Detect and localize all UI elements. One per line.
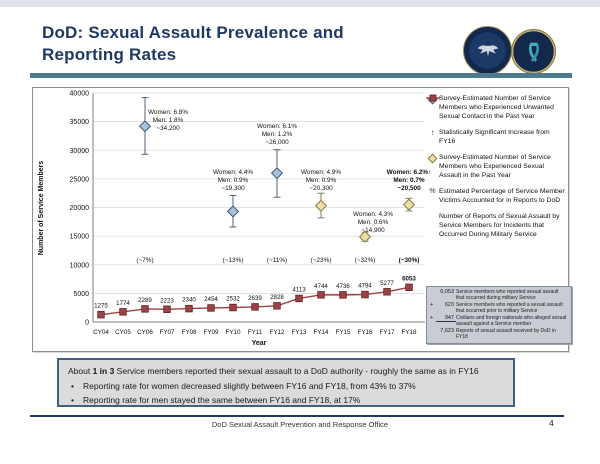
svg-text:FY18: FY18	[401, 329, 417, 336]
svg-text:20000: 20000	[69, 205, 89, 212]
prevalence-chart-frame	[32, 87, 569, 352]
reports-breakdown-box	[426, 286, 572, 344]
percent-icon: %	[429, 188, 436, 195]
finding-bullet: • Reporting rate for women decreased slightly between FY16 and FY18, from 43% to 37%	[68, 379, 504, 394]
page-title-line1: DoD: Sexual Assault Prevalence and	[42, 23, 344, 42]
svg-text:FY09: FY09	[203, 329, 219, 336]
svg-text:2639: 2639	[248, 294, 262, 302]
footer-divider	[30, 415, 564, 417]
up-arrow-icon: ↑	[430, 128, 435, 137]
breakdown-row: 7,623 Reports of sexual assault received by DoD in FY18	[440, 328, 556, 340]
svg-text:1774: 1774	[116, 299, 130, 307]
svg-text:2454: 2454	[204, 295, 218, 303]
ribbon-icon	[523, 41, 545, 63]
svg-text:(~23%): (~23%)	[310, 257, 332, 264]
svg-text:FY13: FY13	[291, 329, 307, 336]
chart-legend	[426, 94, 566, 246]
top-strip	[0, 0, 600, 7]
svg-text:5000: 5000	[73, 290, 89, 298]
survey-series	[301, 169, 431, 242]
svg-text:FY12: FY12	[269, 329, 285, 336]
svg-text:2340: 2340	[182, 296, 196, 304]
legend-label: Survey-Estimated Number of Service Members who Experienced Unwanted Sexual Contact in the Past Year	[439, 95, 554, 120]
svg-text:35000: 35000	[69, 119, 89, 127]
legend-label: Survey-Estimated Number of Service Members who Experienced Sexual Assault in the Past Year	[439, 154, 551, 179]
svg-text:25000: 25000	[69, 176, 89, 184]
svg-text:4794: 4794	[358, 282, 372, 290]
eagle-icon	[475, 38, 501, 64]
x-axis-ticks	[93, 329, 417, 347]
sapr-seal-logo	[511, 29, 556, 74]
legend-item	[426, 128, 566, 146]
svg-text:6053: 6053	[402, 275, 416, 283]
page-title-line2: Reporting Rates	[42, 45, 177, 65]
svg-text:Women: 4.4%Men: 0.9%~19,300: Women: 4.4% Men: 0.9% ~19,300	[212, 169, 254, 192]
svg-text:2828: 2828	[270, 293, 284, 301]
svg-text:Women: 4.9%Men: 0.9%~20,300: Women: 4.9% Men: 0.9% ~20,300	[300, 169, 342, 192]
svg-text:FY07: FY07	[159, 329, 175, 336]
key-findings-box	[57, 358, 515, 407]
svg-text:2532: 2532	[226, 295, 240, 303]
breakdown-row: 6,053 Service members who reported sexual assault that occurred during military Service	[440, 289, 559, 301]
page-number: 4	[549, 418, 554, 428]
percent-labels	[136, 257, 419, 264]
svg-text:Year: Year	[251, 340, 267, 347]
finding-line: About 1 in 3 Service members reported their sexual assault to a DoD authority - roughly the same as in FY16	[68, 366, 479, 376]
breakdown-row: + 947 Civilians and foreign nationals who alleged sexual assault against a Service member	[430, 315, 567, 327]
svg-text:FY14: FY14	[313, 329, 329, 336]
legend-item	[426, 94, 566, 121]
svg-text:FY17: FY17	[379, 329, 395, 336]
svg-text:Women: 6.1%Men: 1.2%~26,000: Women: 6.1% Men: 1.2% ~26,000	[256, 123, 298, 146]
svg-text:CY06: CY06	[137, 329, 153, 336]
svg-text:2223: 2223	[160, 297, 174, 305]
title-divider	[30, 73, 572, 78]
legend-item	[426, 212, 566, 239]
svg-text:5277: 5277	[380, 279, 394, 287]
bullet-icon: •	[71, 395, 74, 405]
y-axis-ticks	[38, 91, 89, 327]
svg-text:30000: 30000	[69, 147, 89, 155]
breakdown-row: + 623 Service members who reported a sexual assault that occurred prior to military Service	[430, 302, 563, 314]
svg-text:FY08: FY08	[181, 329, 197, 336]
svg-text:10000: 10000	[69, 262, 89, 270]
svg-text:(~7%): (~7%)	[136, 257, 154, 264]
svg-text:2289: 2289	[138, 296, 152, 304]
reports-series	[94, 275, 416, 318]
finding-bullet: • Reporting rate for men stayed the same between FY16 and FY18, at 17%	[68, 393, 504, 408]
svg-text:40000: 40000	[69, 90, 89, 98]
svg-text:FY11: FY11	[247, 329, 263, 336]
dod-seal-logo	[463, 26, 512, 75]
svg-text:FY16: FY16	[357, 329, 373, 336]
svg-text:CY04: CY04	[93, 329, 109, 336]
legend-label: Estimated Percentage of Service Member Victims Accounted for in Reports to DoD	[439, 188, 565, 204]
svg-text:(~11%): (~11%)	[266, 257, 288, 264]
svg-text:FY10: FY10	[225, 329, 241, 336]
svg-text:4113: 4113	[292, 286, 306, 294]
svg-text:4736: 4736	[336, 282, 350, 290]
svg-text:Women: 6.2%↑Men: 0.7%~20,500: Women: 6.2%↑ Men: 0.7% ~20,500	[386, 169, 432, 192]
svg-text:FY15: FY15	[335, 329, 351, 336]
legend-label: Number of Reports of Sexual Assault by Service Members for Incidents that Occurred During Military Service	[439, 213, 560, 238]
line-square-red-icon	[426, 94, 440, 102]
footer-title: DoD Sexual Assault Prevention and Response Office	[211, 420, 389, 429]
svg-text:15000: 15000	[69, 233, 89, 241]
svg-text:0: 0	[85, 319, 89, 327]
svg-text:4744: 4744	[314, 282, 328, 290]
svg-text:(~30%): (~30%)	[398, 257, 420, 264]
svg-text:Women: 6.8%Men: 1.8%~34,200: Women: 6.8% Men: 1.8% ~34,200	[147, 109, 189, 132]
svg-text:(~13%): (~13%)	[222, 257, 244, 264]
legend-item	[426, 187, 566, 205]
bullet-icon: •	[71, 380, 74, 391]
legend-label: Statistically Significant Increase from FY16	[439, 129, 550, 145]
svg-text:1275: 1275	[94, 302, 108, 310]
svg-text:(~32%): (~32%)	[354, 257, 376, 264]
svg-text:CY05: CY05	[115, 329, 131, 336]
diamond-gold-icon	[428, 154, 438, 164]
legend-item	[426, 153, 566, 180]
svg-text:Number of Service Members: Number of Service Members	[38, 160, 45, 256]
svg-text:Women: 4.3%Men: 0.6%~14,900: Women: 4.3% Men: 0.6% ~14,900	[352, 211, 394, 234]
page-title	[42, 22, 344, 67]
